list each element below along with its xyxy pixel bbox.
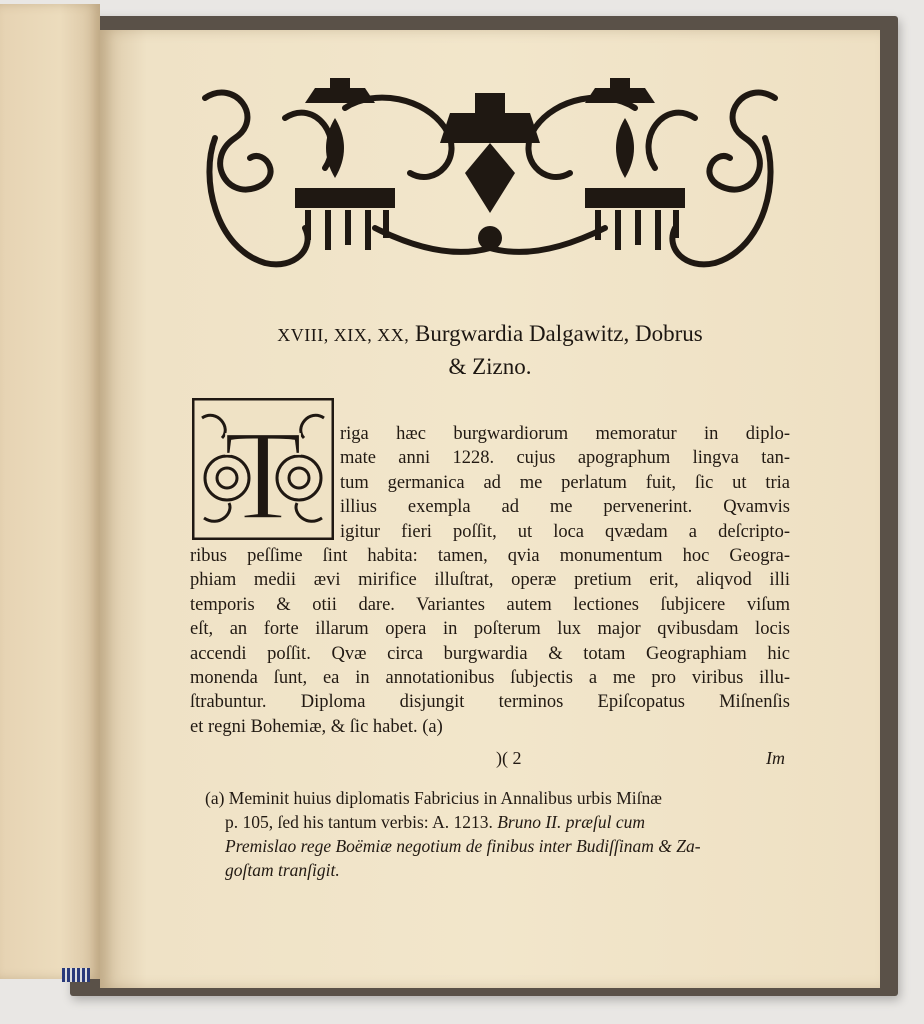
body-line: temporis & otii dare. Variantes autem lectiones ſubjicere viſum [190, 594, 790, 615]
catchword: Im [766, 748, 785, 768]
signature-mark: )( 2 [496, 748, 522, 768]
body-line: phiam medii ævi mirifice illuſtrat, operæ pretium erit, aliqvod illi [190, 570, 790, 591]
body-line: ribus peſſime ſint habita: tamen, qvia monumentum hoc Geogra- [190, 546, 790, 567]
body-line: illius exempla ad me pervenerint. Qvamvis [340, 497, 790, 518]
body-line: eſt, an forte illarum opera in poſterum lux major qvibusdam locis [190, 619, 790, 640]
footnote-line2-italic: Bruno II. præſul cum [497, 812, 645, 832]
footnote-line [205, 810, 795, 834]
spine-bookmark [62, 968, 90, 982]
initial-letter-text: T [223, 404, 303, 540]
left-page [0, 4, 100, 979]
body-line: riga hæc burgwardiorum memoratur in diplo- [340, 424, 790, 444]
section-numerals: XVIII, XIX, XX, [277, 325, 410, 345]
body-line: accendi poſſit. Qvæ circa burgwardia & totam Geographiam hic [190, 643, 790, 664]
heading-line-1: Burgwardia Dalgawitz, Dobrus [415, 321, 703, 346]
body-line: igitur fieri poſſit, ut loca qvædam a deſcripto- [340, 521, 790, 542]
footnote-line [205, 834, 795, 858]
footnote [205, 786, 795, 882]
headpiece-ornament-icon [195, 78, 785, 273]
body-line: mate anni 1228. cujus apographum lingva tan- [340, 448, 790, 469]
footnote-line3-italic: Premislao rege Boëmiæ negotium de finibus inter Budiſſinam & Za- [225, 836, 701, 856]
section-heading [160, 318, 820, 383]
footnote-line4-italic: goſtam tranſigit. [225, 860, 340, 880]
heading-line-2: & Zizno. [448, 354, 532, 379]
footnote-line [205, 858, 795, 882]
body-line: monenda ſunt, ea in annotationibus ſubjectis a me pro viribus illu- [190, 668, 790, 689]
footnote-line2-roman: p. 105, ſed his tantum verbis: A. 1213. [225, 812, 493, 832]
body-line: et regni Bohemiæ, & ſic habet. (a) [190, 716, 443, 737]
footnote-line: (a) Meminit huius diplomatis Fabricius in Annalibus urbis Miſnæ [205, 788, 662, 808]
body-paragraph [190, 422, 790, 739]
body-line: tum germanica ad me perlatum fuit, ſic ut tria [340, 472, 790, 493]
body-line: ſtrabuntur. Diploma disjungit terminos Epiſcopatus Miſnenſis [190, 692, 790, 713]
